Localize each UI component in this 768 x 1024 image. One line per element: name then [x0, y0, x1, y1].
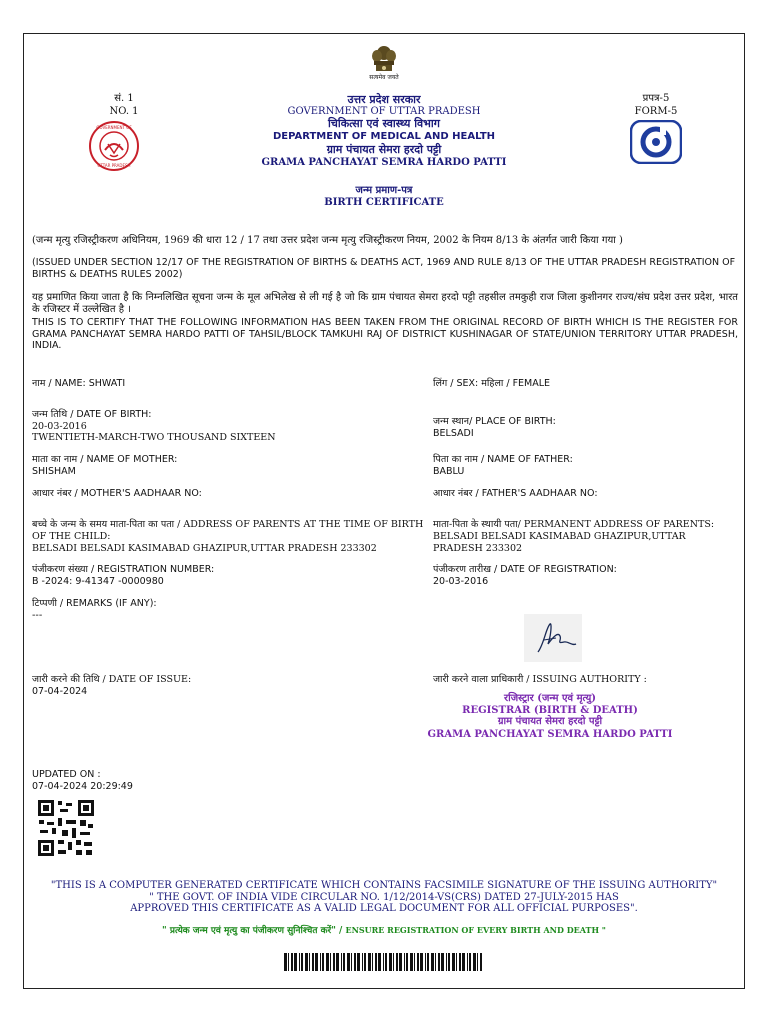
- name-label: नाम / NAME: SHWATI: [32, 378, 126, 389]
- issued-under-hindi: (जन्म मृत्यु रजिस्ट्रीकरण अधिनियम, 1969 की धारा 12 / 17 तथा उत्तर प्रदेश जन्म मृत्यु रजिस्ट्रीकरण नियम, 2002 के नियम 8/13 के अंतर्गत जारी किया गया ): [32, 235, 623, 246]
- mother-aadhaar-label: आधार नंबर / MOTHER'S AADHAAR NO:: [32, 488, 202, 499]
- certify-hindi: यह प्रमाणित किया जाता है कि निम्नलिखित सूचना जन्म के मूल अभिलेख से ली गई है जो कि ग्राम पंचायत सेमरा हरदो पट्टी तहसील तमकुही राज जिला कुशीनगर राज्य/संघ प्रदेश उत्तर प्रदेश, भारत के रजिस्टर में उल्लेखित है ।: [32, 292, 738, 315]
- certify-english: THIS IS TO CERTIFY THAT THE FOLLOWING INFORMATION HAS BEEN TAKEN FROM THE ORIGINAL RECORD OF BIRTH WHICH IS THE REGISTER FOR GRAMA PANCHAYAT SEMRA HARDO PATTI OF TAHSIL/BLOCK TAMKUHI RAJ OF DISTRICT KUSHINAGAR OF STATE/UNION TERRITORY UTTAR PRADESH, INDIA.: [32, 317, 738, 351]
- footer-line-3: APPROVED THIS CERTIFICATE AS A VALID LEGAL DOCUMENT FOR ALL OFFICIAL PURPOSES".: [130, 903, 638, 914]
- remarks-value: ---: [32, 610, 43, 621]
- cert-no-hindi: सं. 1: [114, 93, 134, 104]
- slogan-hindi: " प्रत्येक जन्म एवं मृत्यु का पंजीकरण सुनिश्चित करें" /: [162, 926, 343, 936]
- dept-hindi: चिकित्सा एवं स्वास्थ्य विभाग: [328, 117, 440, 130]
- issue-date-label: जारी करने की तिथि / DATE OF ISSUE:: [32, 674, 192, 685]
- slogan-english: ENSURE REGISTRATION OF EVERY BIRTH AND DEATH ": [345, 925, 606, 935]
- up-seal-icon: [88, 120, 140, 172]
- addr-perm-label: माता-पिता के स्थायी पता/ PERMANENT ADDRESS OF PARENTS:: [433, 519, 715, 530]
- reg-no-label: पंजीकरण संख्या / REGISTRATION NUMBER:: [32, 564, 215, 575]
- updated-label: UPDATED ON :: [32, 769, 101, 780]
- footer-line-1: "THIS IS A COMPUTER GENERATED CERTIFICATE WHICH CONTAINS FACSIMILE SIGNATURE OF THE ISSUING AUTHORITY": [50, 880, 718, 891]
- mother-value: SHISHAM: [32, 466, 76, 477]
- crs-logo-icon: [630, 120, 682, 164]
- gp-hindi: ग्राम पंचायत सेमरा हरदो पट्टी: [326, 143, 442, 156]
- govt-hindi: उत्तर प्रदेश सरकार: [347, 93, 421, 106]
- addr-perm-value: BELSADI BELSADI KASIMABAD GHAZIPUR,UTTAR PRADESH 233302: [433, 531, 686, 554]
- reg-date-value: 20-03-2016: [433, 576, 489, 587]
- pob-value: BELSADI: [433, 428, 474, 439]
- slogan: [34, 924, 734, 937]
- issue-date-value: 07-04-2024: [32, 686, 88, 697]
- reg-no-value: B -2024: 9-41347 -0000980: [32, 576, 164, 587]
- emblem-icon: [368, 44, 400, 78]
- seal-top-text: GOVERNMENT OF: [96, 125, 132, 130]
- addr-birth-value: BELSADI BELSADI KASIMABAD GHAZIPUR,UTTAR PRADESH 233302: [32, 543, 377, 554]
- cert-no: NO. 1: [109, 106, 139, 117]
- form-no-hindi: प्रपत्र-5: [642, 93, 670, 104]
- qr-code: [36, 798, 96, 858]
- pob-label: जन्म स्थान/ PLACE OF BIRTH:: [433, 416, 556, 427]
- barcode: [284, 953, 484, 971]
- reg-date-label: पंजीकरण तारीख / DATE OF REGISTRATION:: [433, 564, 617, 575]
- issuing-authority-label: जारी करने वाला प्राधिकारी / ISSUING AUTHORITY :: [433, 674, 647, 685]
- dob-words: TWENTIETH-MARCH-TWO THOUSAND SIXTEEN: [32, 432, 276, 443]
- authority-english: REGISTRAR (BIRTH & DEATH): [462, 705, 638, 716]
- form-no: FORM-5: [634, 106, 678, 117]
- name-value: SHWATI: [88, 378, 126, 389]
- dob-label: जन्म तिथि / DATE OF BIRTH:: [32, 409, 152, 420]
- title-english: BIRTH CERTIFICATE: [324, 197, 444, 208]
- updated-value: 07-04-2024 20:29:49: [32, 781, 133, 792]
- father-aadhaar-label: आधार नंबर / FATHER'S AADHAAR NO:: [433, 488, 598, 499]
- footer-line-2: " THE GOVT. OF INDIA VIDE CIRCULAR NO. 1/12/2014-VS(CRS) DATED 27-JULY-2015 HAS: [149, 892, 619, 903]
- certificate-border: [23, 33, 745, 989]
- seal-bottom-text: UTTAR PRADESH: [97, 163, 131, 168]
- authority-gp-hindi: ग्राम पंचायत सेमरा हरदो पट्टी: [497, 716, 603, 727]
- father-label: पिता का नाम / NAME OF FATHER:: [433, 454, 573, 465]
- mother-label: माता का नाम / NAME OF MOTHER:: [32, 454, 178, 465]
- authority-hindi: रजिस्ट्रार (जन्म एवं मृत्यु): [504, 693, 596, 704]
- govt-english: GOVERNMENT OF UTTAR PRADESH: [287, 106, 481, 117]
- emblem-motto: सत्यमेव जयते: [369, 74, 399, 81]
- dob-value: 20-03-2016: [32, 421, 87, 432]
- dept-english: DEPARTMENT OF MEDICAL AND HEALTH: [272, 131, 496, 142]
- title-hindi: जन्म प्रमाण-पत्र: [355, 185, 413, 196]
- remarks-label: टिप्पणी / REMARKS (IF ANY):: [32, 598, 157, 609]
- father-value: BABLU: [433, 466, 465, 477]
- sex-label: लिंग / SEX: महिला / FEMALE: [433, 378, 551, 389]
- issued-under-english: (ISSUED UNDER SECTION 12/17 OF THE REGISTRATION OF BIRTHS & DEATHS ACT, 1969 AND RULE 8/13 OF THE UTTAR PRADESH REGISTRATION OF BIRTHS & DEATHS RULES 2002): [32, 257, 736, 280]
- gp-english: GRAMA PANCHAYAT SEMRA HARDO PATTI: [261, 157, 507, 168]
- addr-birth-label: बच्चे के जन्म के समय माता-पिता का पता / ADDRESS OF PARENTS AT THE TIME OF BIRTH OF THE CHILD:: [32, 519, 424, 542]
- authority-gp-english: GRAMA PANCHAYAT SEMRA HARDO PATTI: [427, 729, 673, 740]
- signature-image: [524, 614, 582, 662]
